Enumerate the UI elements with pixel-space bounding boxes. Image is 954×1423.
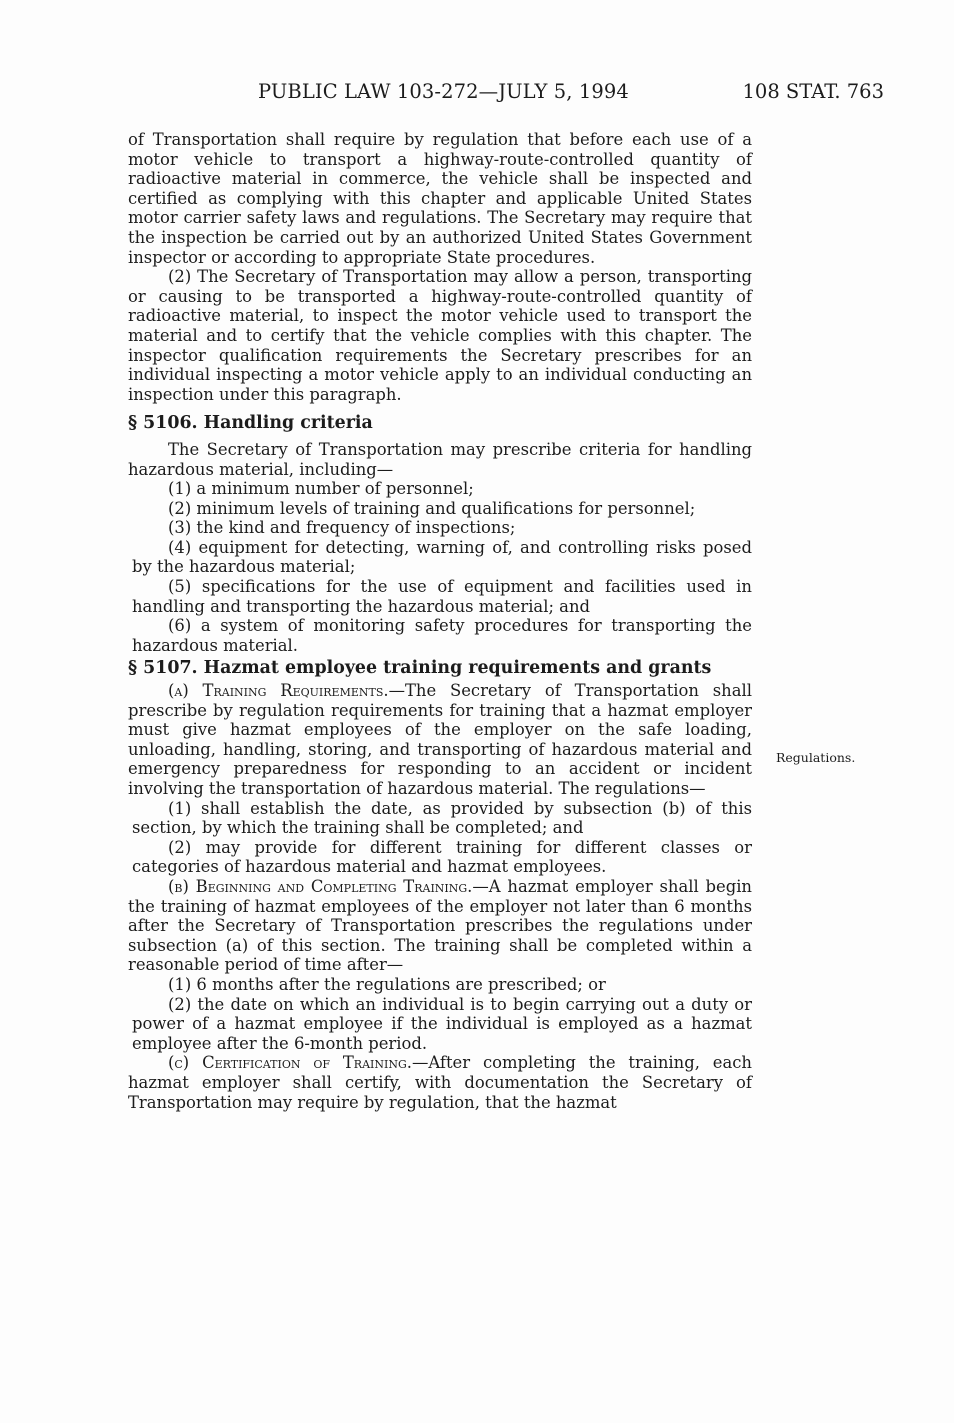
- margin-note-regulations: Regulations.: [776, 750, 856, 765]
- subsection-c-text: —After completing the training, each hazmat employer shall certify, with documentation the Secretary of Transportation may require by regulation, that the hazmat: [128, 1053, 752, 1112]
- body-text: [128, 130, 752, 1112]
- running-header-title: PUBLIC LAW 103-272—JULY 5, 1994: [258, 80, 629, 103]
- subsection-c: [128, 1053, 752, 1112]
- paragraph-2: (2) The Secretary of Transportation may allow a person, transporting or causing to be transported a highway-route-controlled quantity of radioactive material, to inspect the motor vehicle used to transport the material and to certify that the vehicle complies with this chapter. The inspector qualification requirements the Secretary prescribes for an individual inspecting a motor vehicle apply to an individual conducting an inspection under this paragraph.: [128, 267, 752, 404]
- subsection-a-item: (2) may provide for different training for different classes or categories of hazardous material and hazmat employees.: [132, 837, 752, 877]
- section-5106-item: (1) a minimum number of personnel;: [168, 479, 474, 499]
- section-5107-heading: § 5107. Hazmat employee training requirements and grants: [128, 658, 712, 679]
- subsection-b-item: (2) the date on which an individual is to begin carrying out a duty or power of a hazmat employee if the individual is employed as a hazmat employee after the 6-month period.: [132, 994, 752, 1053]
- subsection-b-item: (1) 6 months after the regulations are prescribed; or: [168, 974, 606, 994]
- running-header-stat-reference: 108 STAT. 763: [742, 80, 884, 103]
- section-5106-item: (5) specifications for the use of equipment and facilities used in handling and transporting the hazardous material; and: [132, 577, 752, 616]
- section-5106-item: (6) a system of monitoring safety procedures for transporting the hazardous material.: [132, 616, 752, 655]
- subsection-c-label: (c) Certification of Training.: [168, 1053, 412, 1073]
- subsection-a-label: (a) Training Requirements.: [168, 681, 389, 701]
- subsection-a-text: —The Secretary of Transportation shall prescribe by regulation requirements for training that a hazmat employer must give hazmat employees of the employer on the safe loading, unloading, handling, storing, and transporting of hazardous material and emergency preparedness for responding to an accident or incident involving the transportation of hazardous material. The regulations—: [128, 681, 752, 798]
- subsection-b-label: (b) Beginning and Completing Training.: [168, 876, 473, 896]
- subsection-b-text: —A hazmat employer shall begin the training of hazmat employees of the employer not later than 6 months after the Secretary of Transportation prescribes the regulations under subsection (a) of this section. The training shall be completed within a reasonable period of time after—: [128, 876, 752, 975]
- section-5106-heading: § 5106. Handling criteria: [128, 413, 373, 434]
- section-5106-item: (4) equipment for detecting, warning of, and controlling risks posed by the hazardous material;: [132, 537, 752, 577]
- section-5106-item: (2) minimum levels of training and qualifications for personnel;: [168, 498, 696, 518]
- section-5106-intro: The Secretary of Transportation may prescribe criteria for handling hazardous material, including—: [128, 439, 752, 479]
- subsection-a: [128, 681, 752, 799]
- paragraph-continuation: of Transportation shall require by regulation that before each use of a motor vehicle to transport a highway-route-controlled quantity of radioactive material in commerce, the vehicle shall be inspected and certified as complying with this chapter and applicable United States motor carrier safety laws and regulations. The Secretary may require that the inspection be carried out by an authorized United States Government inspector or according to appropriate State procedures.: [128, 130, 752, 267]
- section-5106-item: (3) the kind and frequency of inspections;: [168, 518, 516, 538]
- subsection-b: [128, 877, 752, 975]
- subsection-a-item: (1) shall establish the date, as provided by subsection (b) of this section, by which the training shall be completed; and: [132, 798, 752, 838]
